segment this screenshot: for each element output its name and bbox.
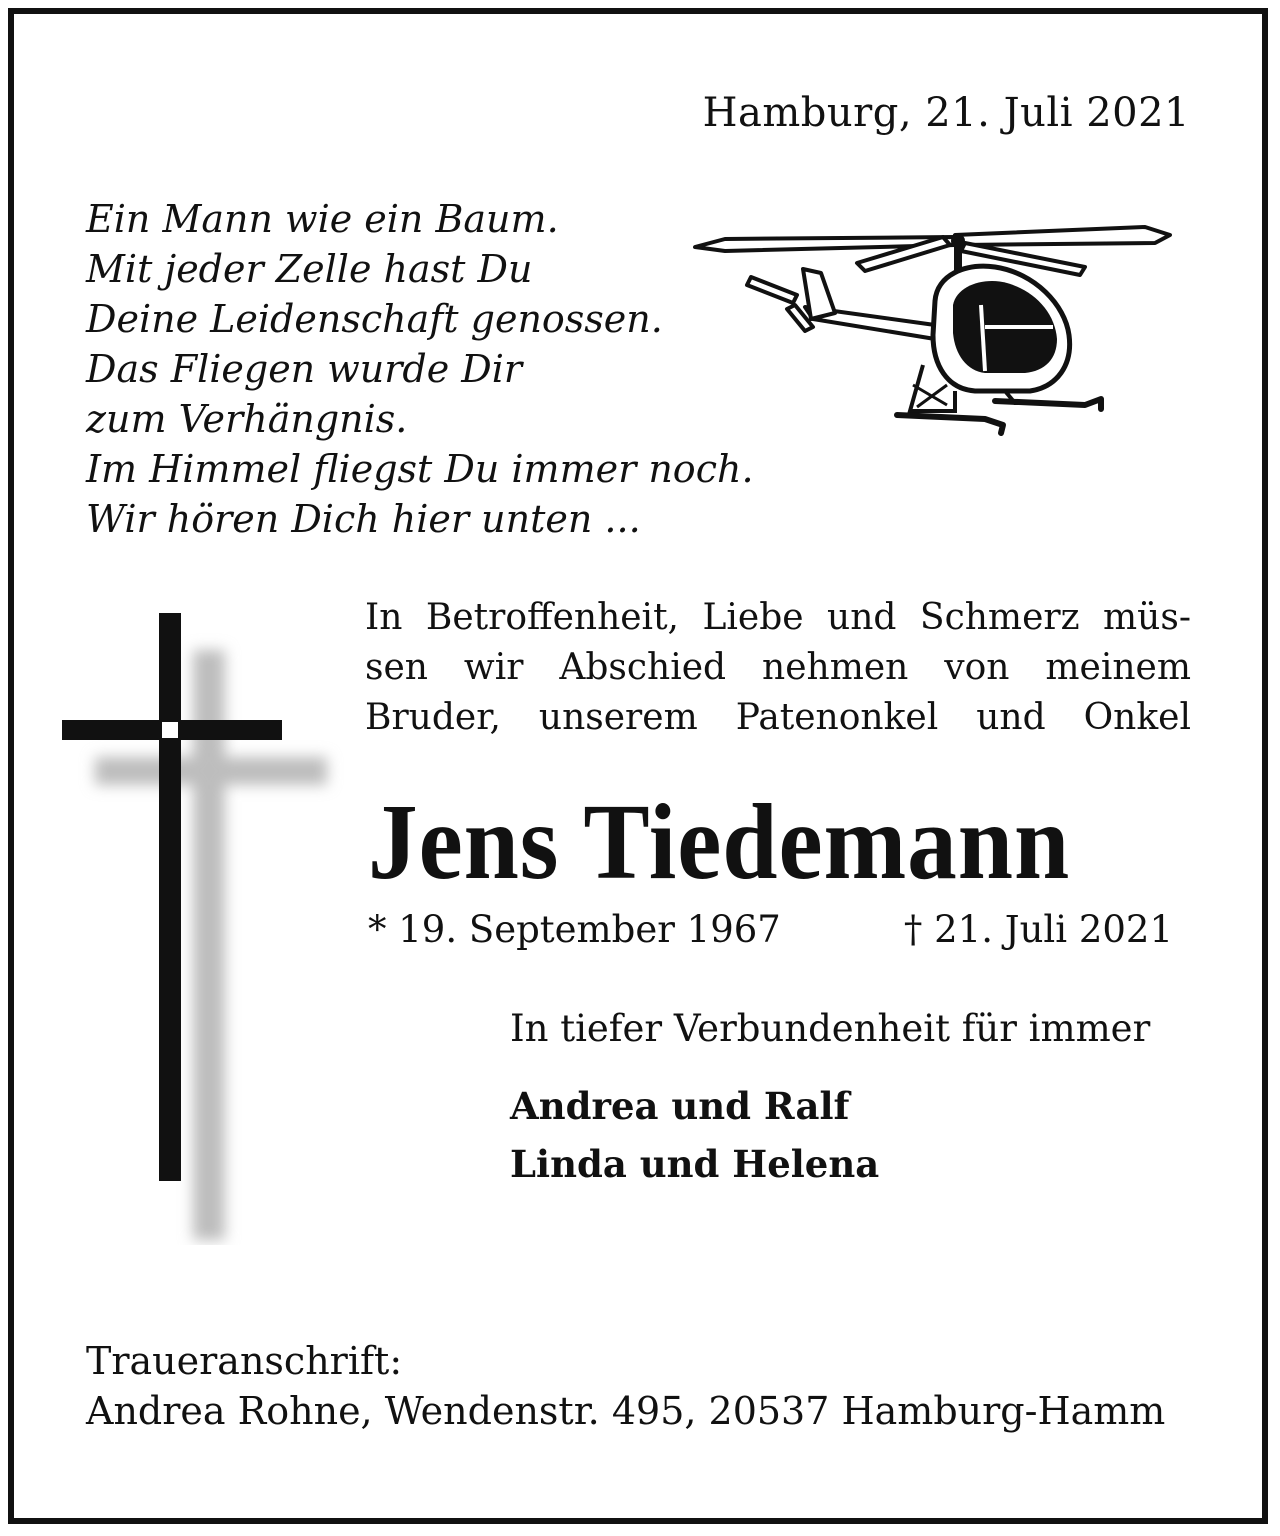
signers xyxy=(510,1077,879,1193)
announcement-text xyxy=(365,593,1191,743)
signer: Andrea und Ralf xyxy=(510,1084,850,1128)
poem-line: Deine Leidenschaft genossen. xyxy=(86,297,663,341)
poem-line: Ein Mann wie ein Baum. xyxy=(86,197,559,241)
poem-line: Mit jeder Zelle hast Du xyxy=(86,247,533,291)
address-label: Traueranschrift: xyxy=(86,1339,403,1383)
death-date: † 21. Juli 2021 xyxy=(903,908,1173,951)
signer: Linda und Helena xyxy=(510,1142,880,1186)
closing-line: In tiefer Verbundenheit für immer xyxy=(510,1007,1151,1050)
announcement-line: sen wir Abschied nehmen von meinem xyxy=(365,647,1191,688)
mourning-address xyxy=(86,1336,1165,1436)
deceased-name: Jens Tiedemann xyxy=(368,783,1071,902)
poem-line: Das Fliegen wurde Dir xyxy=(86,347,523,391)
poem-line: zum Verhängnis. xyxy=(86,397,408,441)
birth-date: * 19. September 1967 xyxy=(368,908,781,951)
poem-line: Wir hören Dich hier unten ... xyxy=(86,497,641,541)
announcement-line: Bruder, unserem Patenonkel und Onkel xyxy=(365,697,1191,738)
place-date: Hamburg, 21. Juli 2021 xyxy=(702,90,1190,136)
cross-icon xyxy=(55,605,345,1245)
helicopter-icon xyxy=(685,215,1175,440)
poem xyxy=(86,194,754,544)
address-text: Andrea Rohne, Wendenstr. 495, 20537 Hamburg-Hamm xyxy=(86,1389,1166,1433)
poem-line: Im Himmel fliegst Du immer noch. xyxy=(86,447,754,491)
announcement-line: In Betroffenheit, Liebe und Schmerz müs- xyxy=(365,597,1191,638)
